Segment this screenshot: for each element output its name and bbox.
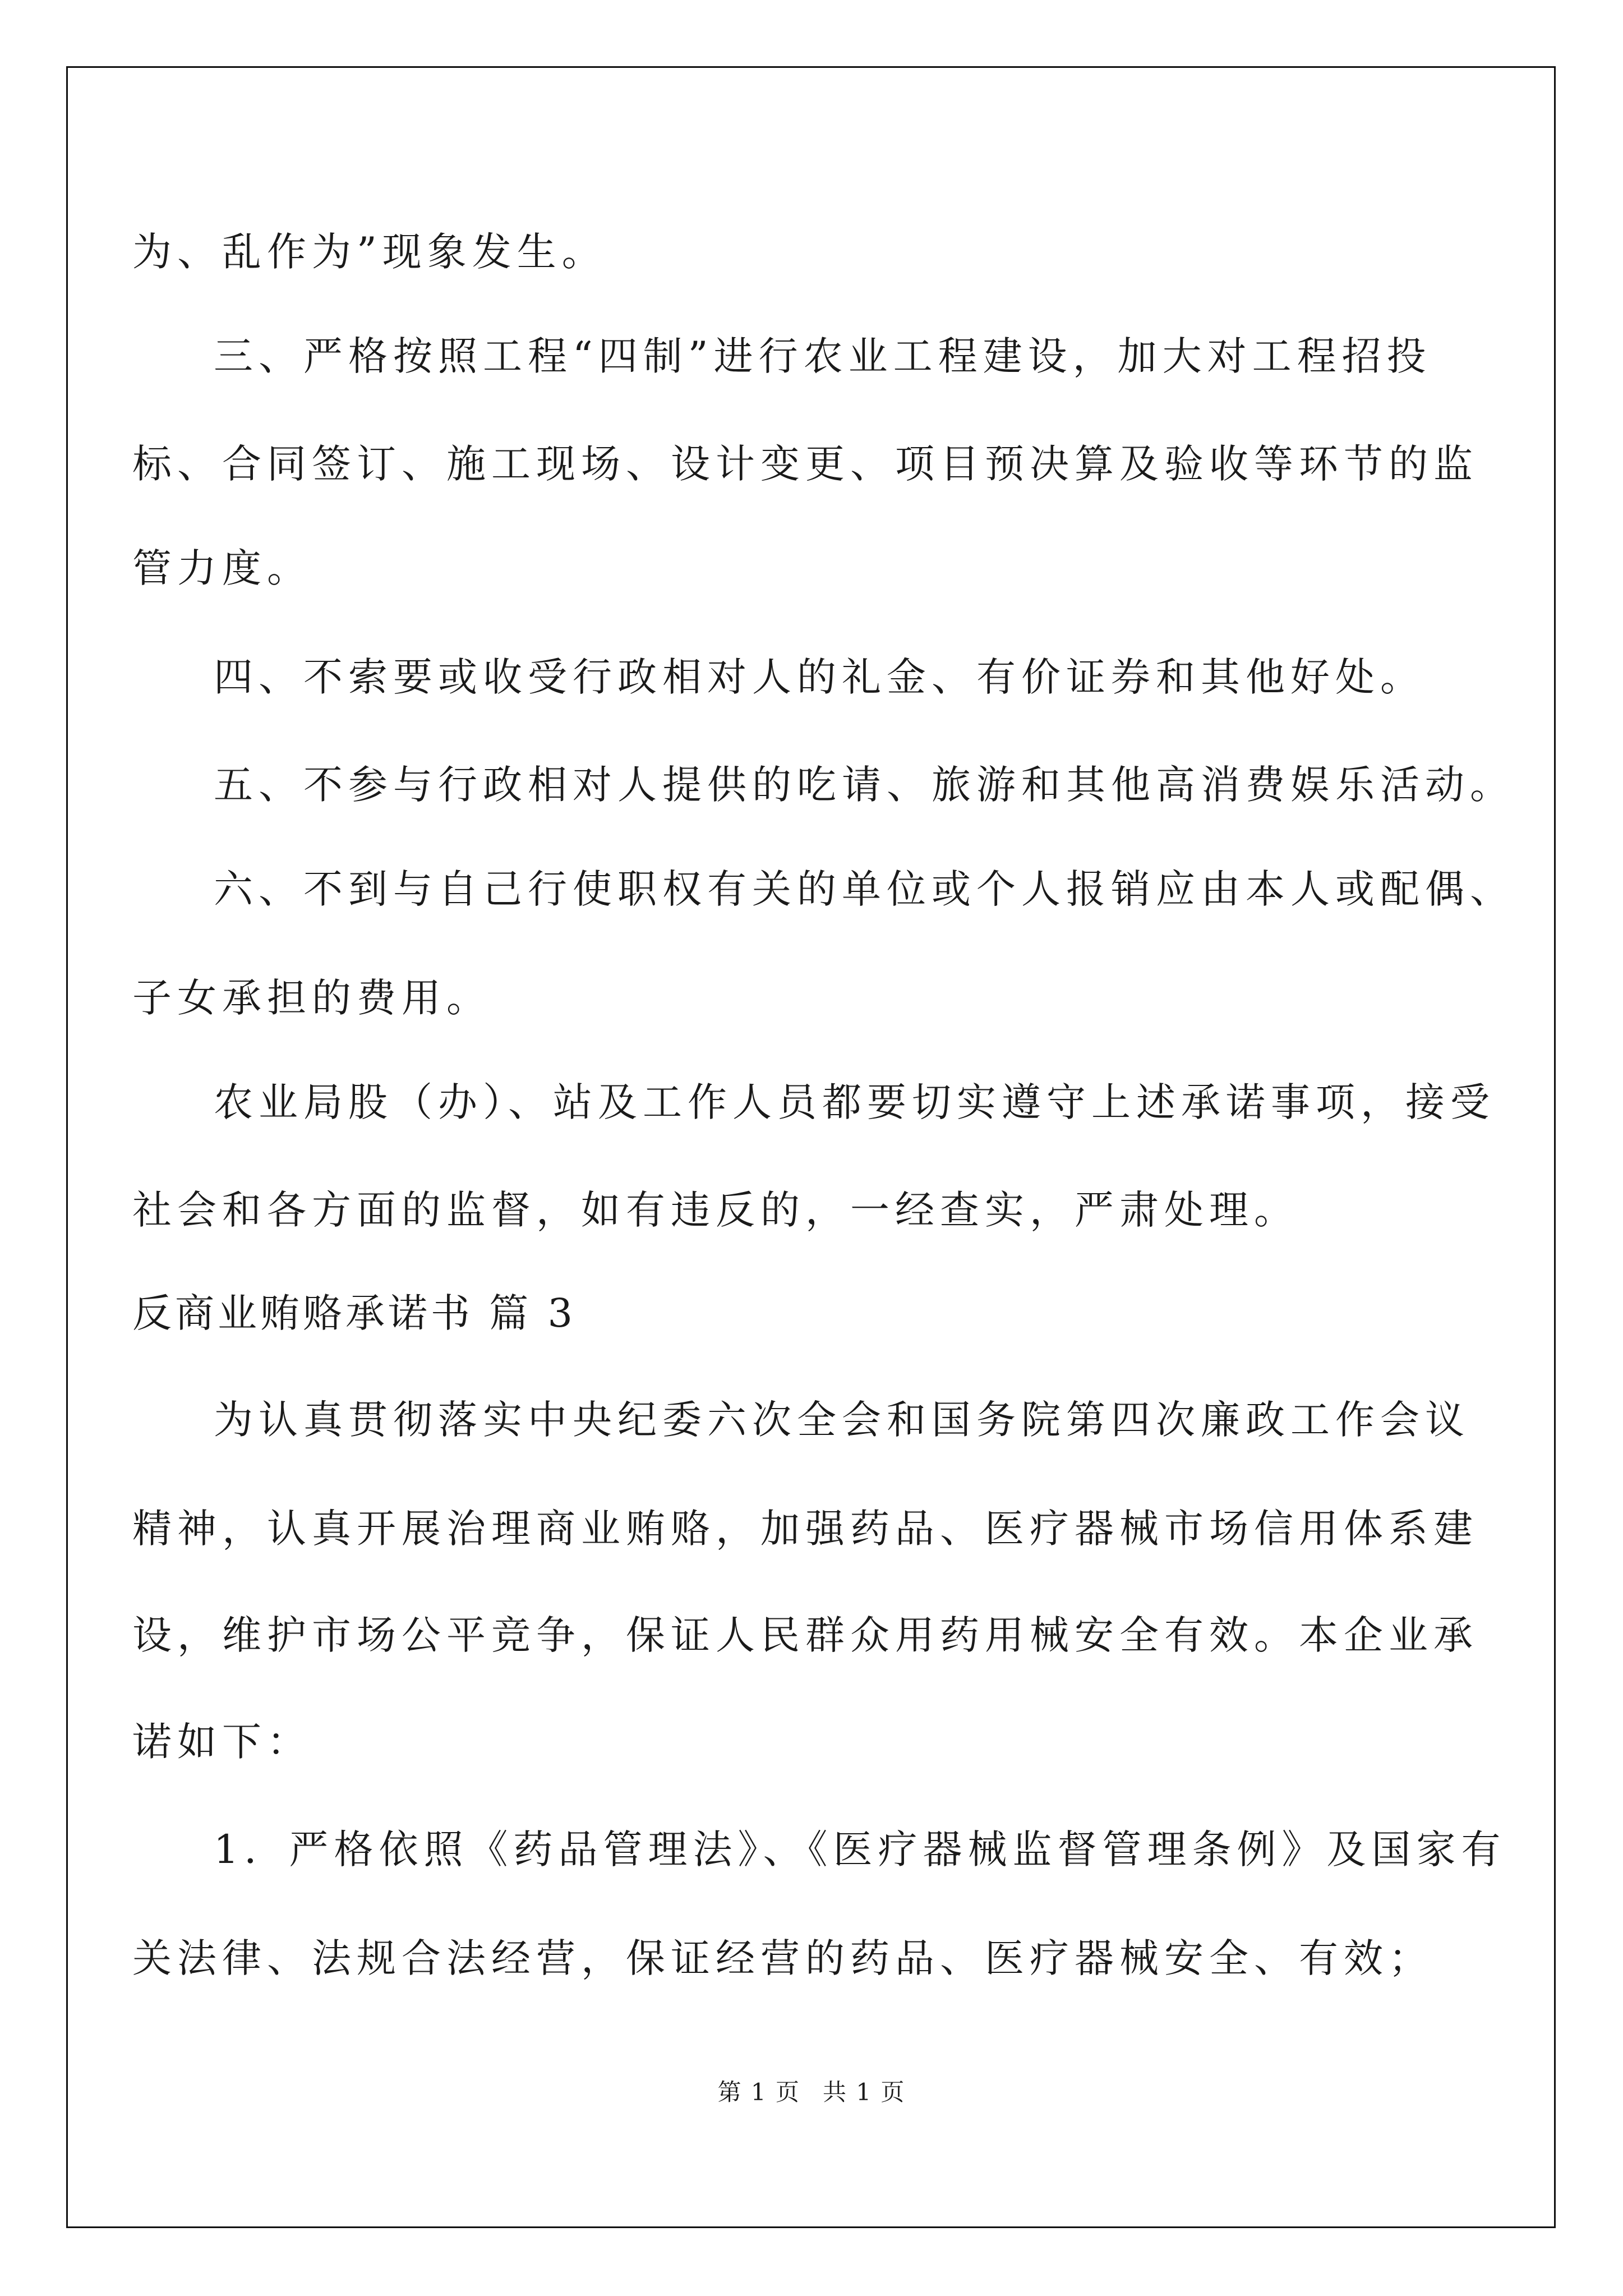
- text-line: 为认真贯彻落实中央纪委六次全会和国务院第四次廉政工作会议: [214, 1397, 1470, 1443]
- text-line: 子女承担的费用。: [132, 975, 491, 1021]
- text-line: 标、合同签订、施工现场、设计变更、项目预决算及验收等环节的监: [132, 441, 1478, 487]
- text-line: 四、不索要或收受行政相对人的礼金、有价证券和其他好处。: [214, 654, 1425, 700]
- section-heading: 反商业贿赂承诺书 篇 3: [132, 1290, 577, 1336]
- text-line: 六、不到与自己行使职权有关的单位或个人报销应由本人或配偶、: [214, 866, 1515, 912]
- text-line: 三、严格按照工程“四制”进行农业工程建设，加大对工程招投: [214, 333, 1432, 379]
- text-line: 精神，认真开展治理商业贿赂，加强药品、医疗器械市场信用体系建: [132, 1506, 1478, 1552]
- text-line: 农业局股（办）、站及工作人员都要切实遵守上述承诺事项，接受: [214, 1079, 1495, 1125]
- text-line: 管力度。: [132, 545, 312, 591]
- text-line: 1．严格依照《药品管理法》、《医疗器械监督管理条例》及国家有: [214, 1826, 1506, 1872]
- text-line: 社会和各方面的监督，如有违反的，一经查实，严肃处理。: [132, 1187, 1299, 1233]
- page-total: 共 1 页: [823, 2078, 906, 2106]
- page-footer: [0, 2076, 1623, 2109]
- page-number: 第 1 页: [717, 2078, 800, 2106]
- text-line: 诺如下：: [132, 1719, 312, 1765]
- text-line: 五、不参与行政相对人提供的吃请、旅游和其他高消费娱乐活动。: [214, 762, 1515, 808]
- text-line: 设，维护市场公平竞争，保证人民群众用药用械安全有效。本企业承: [132, 1612, 1478, 1658]
- text-line: 关法律、法规合法经营，保证经营的药品、医疗器械安全、有效；: [132, 1935, 1433, 1981]
- text-line: 为、乱作为”现象发生。: [132, 229, 607, 275]
- page-border: [66, 66, 1556, 2228]
